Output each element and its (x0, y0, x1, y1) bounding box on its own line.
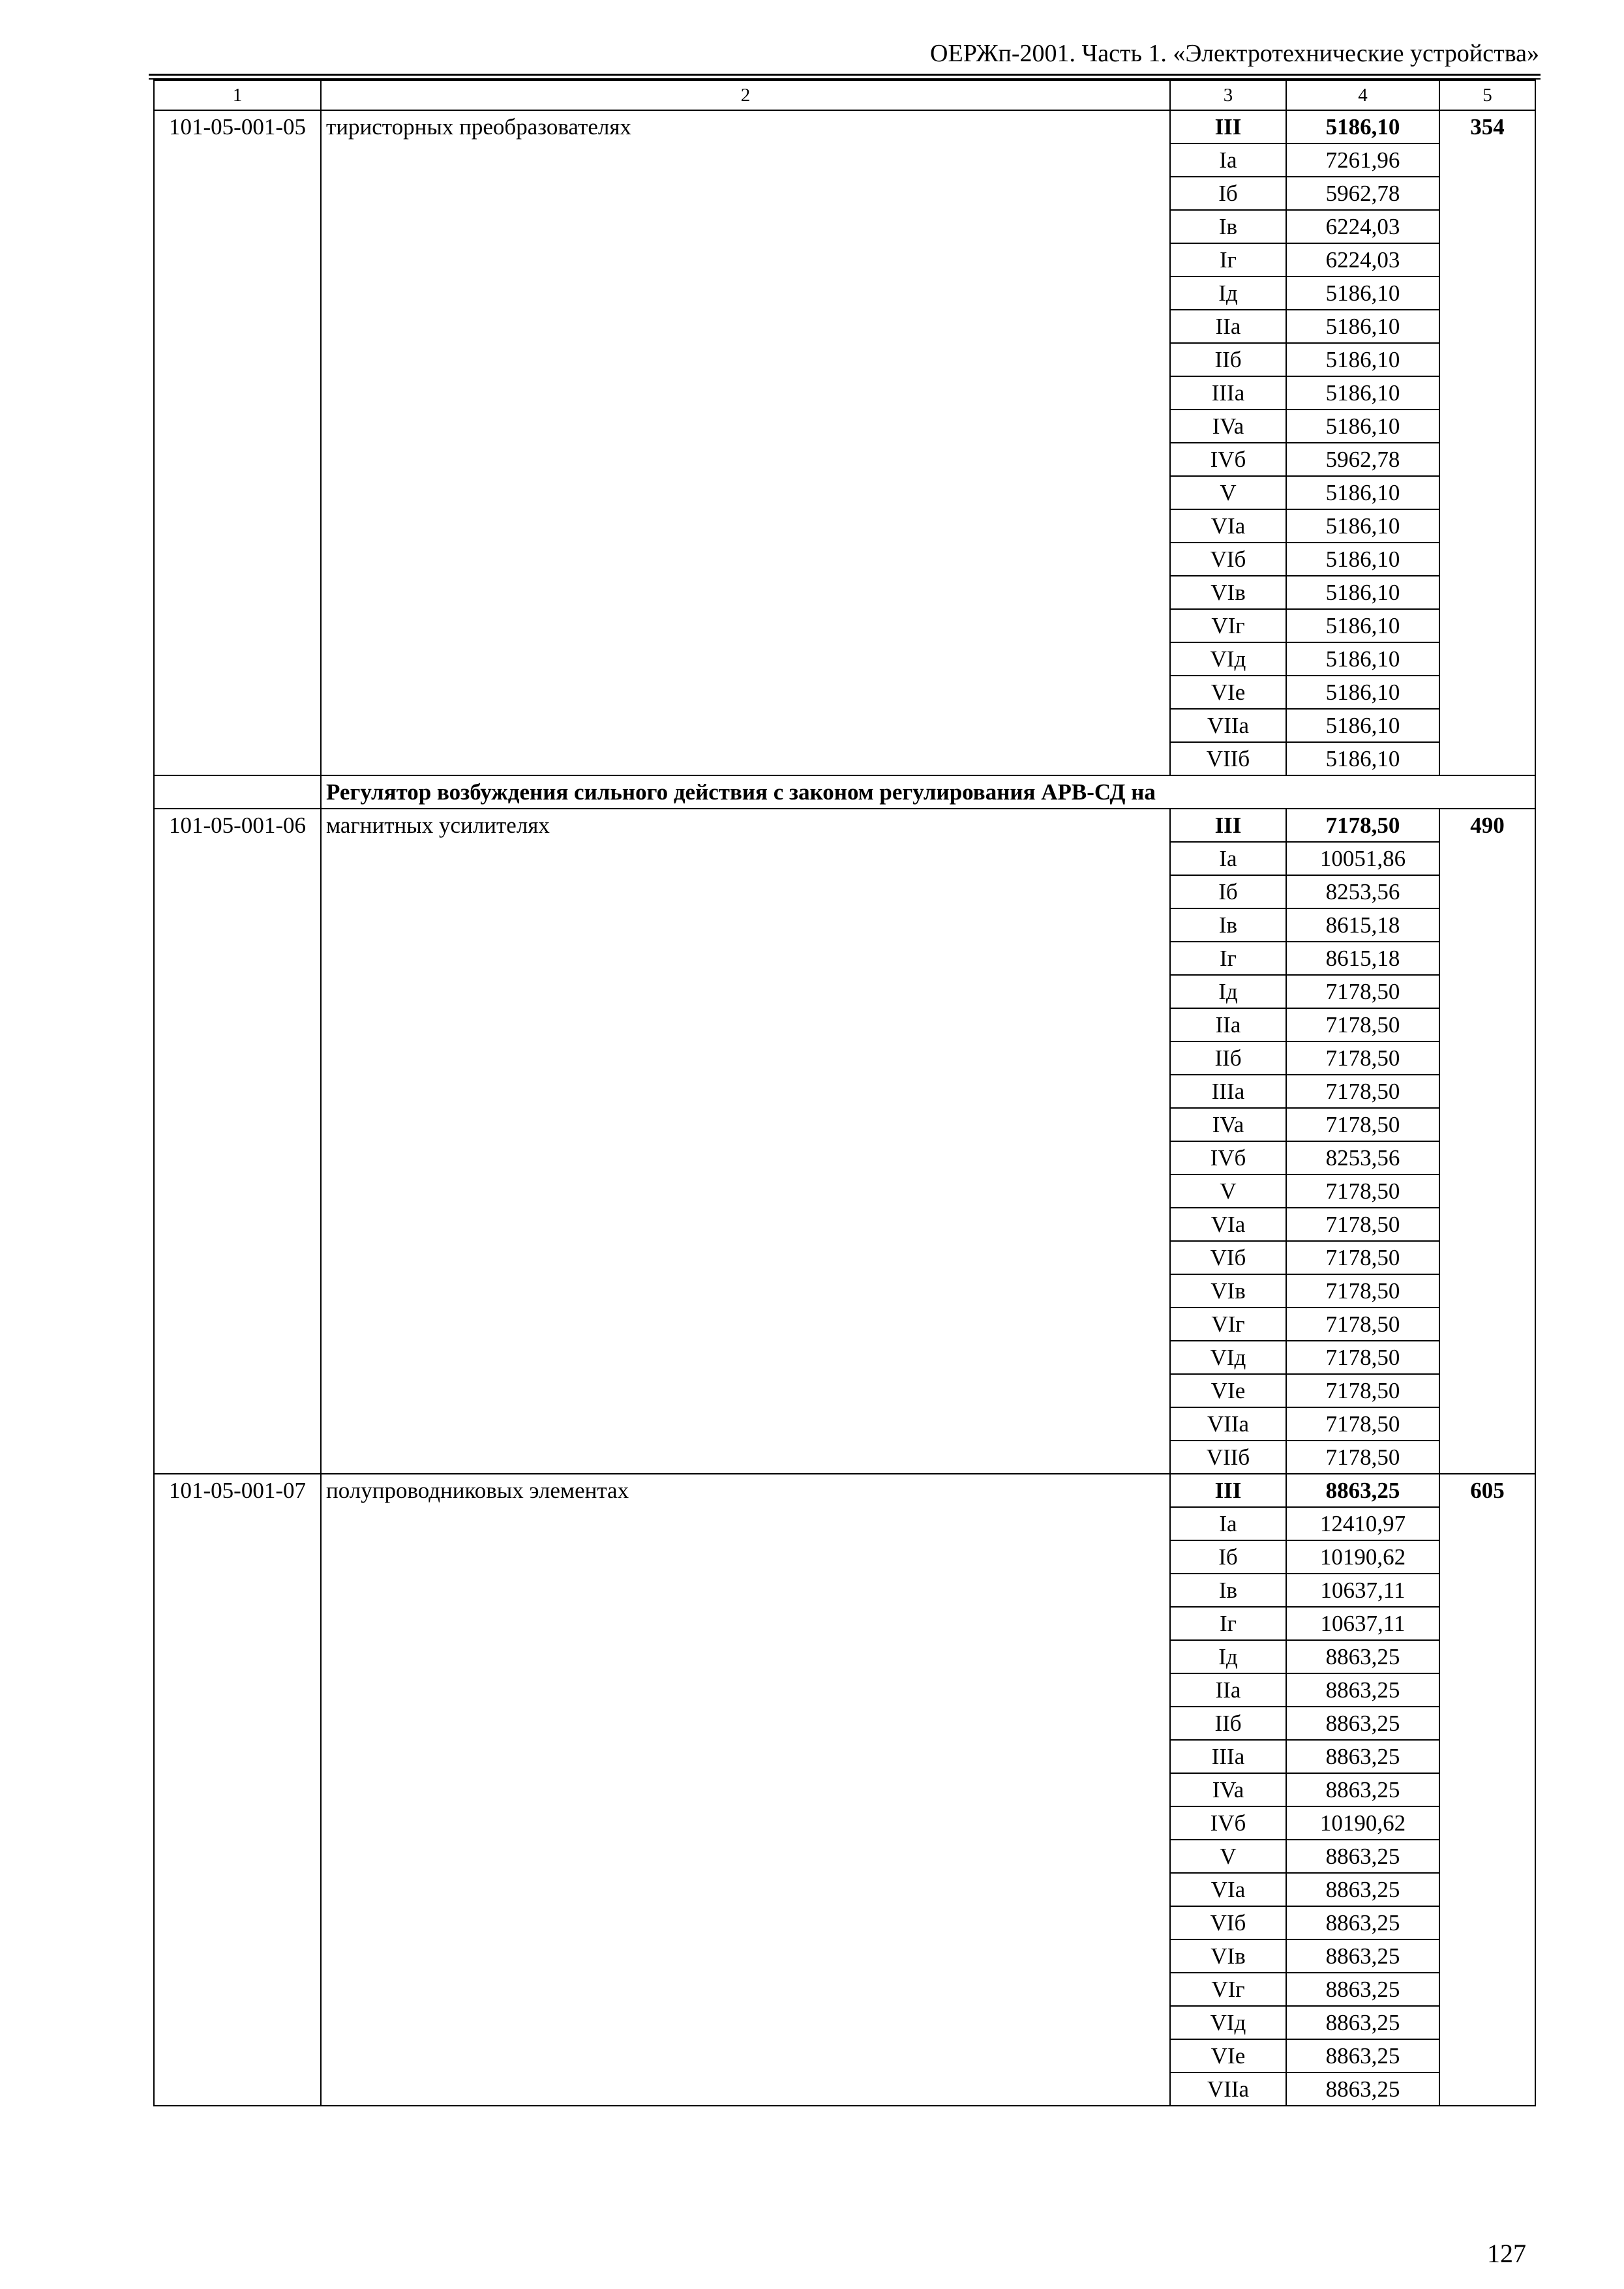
price-cell: 8863,25 (1286, 1673, 1439, 1707)
price-cell: 6224,03 (1286, 243, 1439, 277)
price-cell: 7178,50 (1286, 1374, 1439, 1407)
region-class-cell: IVa (1170, 1773, 1286, 1806)
column-number: 2 (321, 80, 1170, 110)
price-cell: 10051,86 (1286, 842, 1439, 875)
region-class-cell: IIa (1170, 1673, 1286, 1707)
item-description: полупроводниковых элементах (321, 1474, 1170, 2106)
price-cell: 8863,25 (1286, 1474, 1439, 1507)
price-cell: 5186,10 (1286, 410, 1439, 443)
region-class-cell: VIe (1170, 2039, 1286, 2072)
table-row (154, 1474, 1535, 1507)
section-heading-spacer (154, 775, 321, 809)
region-class-cell: Ia (1170, 1507, 1286, 1540)
item-code: 101-05-001-06 (154, 809, 321, 1474)
region-class-cell: V (1170, 1840, 1286, 1873)
region-class-cell: Iв (1170, 210, 1286, 243)
region-class-cell: Iб (1170, 875, 1286, 908)
region-class-cell: IVб (1170, 443, 1286, 476)
region-class-cell: VIa (1170, 509, 1286, 543)
price-cell: 7178,50 (1286, 809, 1439, 842)
table-row (154, 809, 1535, 842)
labor-rate: 605 (1439, 1474, 1535, 2106)
region-class-cell: V (1170, 1174, 1286, 1208)
price-cell: 6224,03 (1286, 210, 1439, 243)
labor-rate: 354 (1439, 110, 1535, 775)
region-class-cell: VIб (1170, 1241, 1286, 1274)
region-class-cell: IIб (1170, 1707, 1286, 1740)
region-class-cell: VIд (1170, 1341, 1286, 1374)
price-cell: 7178,50 (1286, 975, 1439, 1008)
price-cell: 5186,10 (1286, 742, 1439, 775)
price-cell: 7178,50 (1286, 1008, 1439, 1041)
price-cell: 12410,97 (1286, 1507, 1439, 1540)
region-class-cell: IVб (1170, 1141, 1286, 1174)
price-cell: 5186,10 (1286, 509, 1439, 543)
region-class-cell: VIб (1170, 1906, 1286, 1939)
price-cell: 5186,10 (1286, 676, 1439, 709)
region-class-cell: Ia (1170, 842, 1286, 875)
price-cell: 8863,25 (1286, 1906, 1439, 1939)
price-cell: 8863,25 (1286, 1640, 1439, 1673)
region-class-cell: IIIa (1170, 1075, 1286, 1108)
price-cell: 7178,50 (1286, 1274, 1439, 1308)
region-class-cell: III (1170, 1474, 1286, 1507)
column-number-row (154, 80, 1535, 110)
region-class-cell: IIa (1170, 310, 1286, 343)
column-number: 3 (1170, 80, 1286, 110)
region-class-cell: VIд (1170, 2006, 1286, 2039)
region-class-cell: IIIa (1170, 1740, 1286, 1773)
price-cell: 8863,25 (1286, 1740, 1439, 1773)
price-cell: 5186,10 (1286, 277, 1439, 310)
price-cell: 8615,18 (1286, 942, 1439, 975)
price-cell: 8863,25 (1286, 1939, 1439, 1973)
region-class-cell: VIг (1170, 1973, 1286, 2006)
region-class-cell: Iг (1170, 243, 1286, 277)
price-cell: 7178,50 (1286, 1308, 1439, 1341)
region-class-cell: V (1170, 476, 1286, 509)
price-cell: 5186,10 (1286, 642, 1439, 676)
region-class-cell: Iг (1170, 1607, 1286, 1640)
page-number: 127 (1487, 2239, 1526, 2268)
region-class-cell: Ia (1170, 143, 1286, 177)
region-class-cell: Iб (1170, 1540, 1286, 1574)
item-code: 101-05-001-07 (154, 1474, 321, 2106)
price-cell: 5186,10 (1286, 609, 1439, 642)
price-cell: 8253,56 (1286, 1141, 1439, 1174)
region-class-cell: VIв (1170, 1939, 1286, 1973)
price-table (153, 80, 1536, 2106)
price-cell: 8863,25 (1286, 1773, 1439, 1806)
region-class-cell: VIг (1170, 1308, 1286, 1341)
region-class-cell: Iб (1170, 177, 1286, 210)
price-cell: 7178,50 (1286, 1108, 1439, 1141)
column-number: 5 (1439, 80, 1535, 110)
price-cell: 5186,10 (1286, 310, 1439, 343)
region-class-cell: Iг (1170, 942, 1286, 975)
price-cell: 7178,50 (1286, 1075, 1439, 1108)
price-cell: 10637,11 (1286, 1607, 1439, 1640)
price-cell: 8253,56 (1286, 875, 1439, 908)
region-class-cell: VIв (1170, 576, 1286, 609)
region-class-cell: VIIб (1170, 742, 1286, 775)
price-cell: 5962,78 (1286, 177, 1439, 210)
price-cell: 5186,10 (1286, 709, 1439, 742)
price-cell: 7178,50 (1286, 1208, 1439, 1241)
price-cell: 7261,96 (1286, 143, 1439, 177)
region-class-cell: IVб (1170, 1806, 1286, 1840)
item-code: 101-05-001-05 (154, 110, 321, 775)
region-class-cell: VIб (1170, 543, 1286, 576)
price-table-body (154, 80, 1535, 2106)
region-class-cell: VIa (1170, 1873, 1286, 1906)
price-cell: 10637,11 (1286, 1574, 1439, 1607)
price-cell: 8615,18 (1286, 908, 1439, 942)
region-class-cell: IVa (1170, 410, 1286, 443)
price-cell: 5186,10 (1286, 476, 1439, 509)
price-cell: 5186,10 (1286, 376, 1439, 410)
region-class-cell: VIa (1170, 1208, 1286, 1241)
table-row (154, 110, 1535, 143)
item-description: тиристорных преобразователях (321, 110, 1170, 775)
price-cell: 7178,50 (1286, 1407, 1439, 1441)
price-cell: 8863,25 (1286, 1973, 1439, 2006)
region-class-cell: Iд (1170, 975, 1286, 1008)
item-description: магнитных усилителях (321, 809, 1170, 1474)
price-cell: 8863,25 (1286, 2006, 1439, 2039)
region-class-cell: VIIa (1170, 2072, 1286, 2106)
region-class-cell: VIв (1170, 1274, 1286, 1308)
region-class-cell: VIIб (1170, 1441, 1286, 1474)
region-class-cell: IVa (1170, 1108, 1286, 1141)
region-class-cell: VIг (1170, 609, 1286, 642)
region-class-cell: Iв (1170, 1574, 1286, 1607)
region-class-cell: Iд (1170, 1640, 1286, 1673)
region-class-cell: IIб (1170, 343, 1286, 376)
section-heading: Регулятор возбуждения сильного действия с законом регулирования АРВ-СД на (321, 775, 1535, 809)
price-cell: 8863,25 (1286, 1840, 1439, 1873)
price-cell: 5186,10 (1286, 543, 1439, 576)
region-class-cell: VIe (1170, 676, 1286, 709)
region-class-cell: VIIa (1170, 709, 1286, 742)
price-cell: 8863,25 (1286, 2039, 1439, 2072)
region-class-cell: IIб (1170, 1041, 1286, 1075)
region-class-cell: VIe (1170, 1374, 1286, 1407)
column-number: 1 (154, 80, 321, 110)
region-class-cell: IIIa (1170, 376, 1286, 410)
price-cell: 7178,50 (1286, 1341, 1439, 1374)
price-cell: 8863,25 (1286, 1873, 1439, 1906)
column-number: 4 (1286, 80, 1439, 110)
header-rule-thick (149, 74, 1541, 76)
price-cell: 7178,50 (1286, 1241, 1439, 1274)
price-cell: 7178,50 (1286, 1441, 1439, 1474)
region-class-cell: III (1170, 110, 1286, 143)
price-cell: 8863,25 (1286, 1707, 1439, 1740)
region-class-cell: Iв (1170, 908, 1286, 942)
region-class-cell: Iд (1170, 277, 1286, 310)
section-heading-row (154, 775, 1535, 809)
document-header-title: ОЕРЖп-2001. Часть 1. «Электротехнические устройства» (930, 40, 1539, 67)
region-class-cell: VIд (1170, 642, 1286, 676)
price-cell: 7178,50 (1286, 1041, 1439, 1075)
price-cell: 5186,10 (1286, 576, 1439, 609)
labor-rate: 490 (1439, 809, 1535, 1474)
price-cell: 10190,62 (1286, 1806, 1439, 1840)
region-class-cell: IIa (1170, 1008, 1286, 1041)
price-cell: 7178,50 (1286, 1174, 1439, 1208)
region-class-cell: VIIa (1170, 1407, 1286, 1441)
price-cell: 5186,10 (1286, 110, 1439, 143)
price-cell: 5186,10 (1286, 343, 1439, 376)
price-cell: 8863,25 (1286, 2072, 1439, 2106)
price-cell: 10190,62 (1286, 1540, 1439, 1574)
region-class-cell: III (1170, 809, 1286, 842)
price-cell: 5962,78 (1286, 443, 1439, 476)
